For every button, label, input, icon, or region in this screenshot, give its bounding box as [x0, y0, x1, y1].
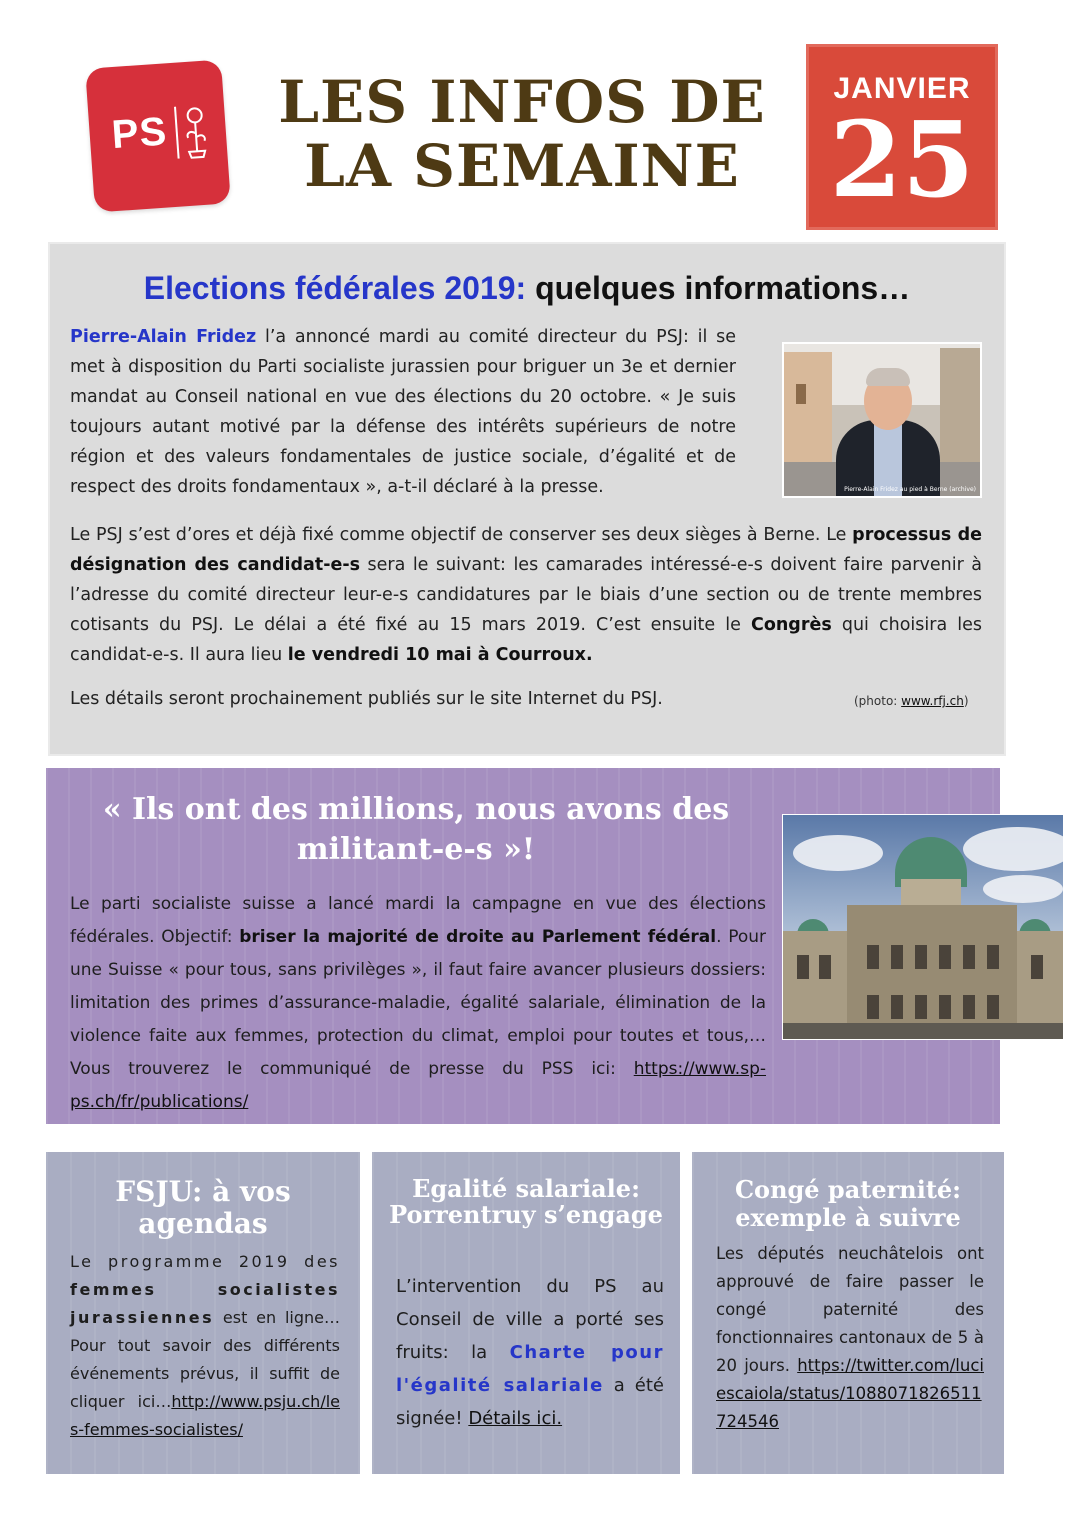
- newsletter-title: [252, 70, 792, 198]
- psju-link[interactable]: http://www.psju.ch/les-femmes-socialistes/: [70, 1392, 340, 1439]
- details-link[interactable]: Détails ici.: [468, 1408, 563, 1429]
- paragraph-2-part-a: Le PSJ s’est d’ores et déjà fixé comme objectif de conserver ses deux sièges à Berne. Le: [70, 525, 853, 545]
- elections-title: [48, 270, 1006, 307]
- fsju-title: FSJU: à vos agendas: [115, 1175, 291, 1240]
- photo-credit-link[interactable]: www.rfj.ch: [901, 694, 964, 708]
- campaign-text: [70, 888, 766, 1119]
- fsju-text-part-a: Le programme 2019 des: [70, 1252, 340, 1271]
- photo-caption: Pierre-Alain Fridez au pied à Berne (archive): [844, 486, 976, 493]
- logo-divider: [174, 107, 180, 159]
- paragraph-2-part-e: qui choisira les candidat-e-s. Il aura lieu: [70, 615, 982, 665]
- paragraph-2-part-c: sera le suivant: les camarades intéressé-e-s doivent faire parvenir à l’adresse du comité directeur leur-e-s candidatures par le biais d’une section ou de trente membres cotisants du PSJ. Le délai a été fixé au 15 mars 2019. C’est ensuite le: [70, 555, 982, 635]
- elections-title-blue: Elections fédérales 2019:: [143, 270, 527, 306]
- campaign-text-part-a: Le parti socialiste suisse a lancé mardi la campagne en vue des élections fédérales. Objectif:: [70, 894, 766, 947]
- fsju-text-part-c: est en ligne…Pour tout savoir des différents événements prévus, il suffit de cliquer ici…: [70, 1308, 340, 1411]
- ps-logo: [85, 59, 231, 212]
- photo-credit: [854, 694, 969, 708]
- conge-section: [692, 1152, 1004, 1474]
- date-day: 25: [829, 98, 975, 221]
- candidate-photo: [782, 342, 982, 498]
- pss-press-link[interactable]: https://www.sp-ps.ch/fr/publications/: [70, 1059, 766, 1112]
- egalite-title: Egalité salariale: Porrentruy s’engage: [389, 1174, 663, 1229]
- date-badge: [806, 44, 998, 230]
- conge-title: Congé paternité: exemple à suivre: [734, 1175, 962, 1232]
- egalite-text-part-c: a été signée!: [396, 1375, 664, 1429]
- logo-text: PS: [110, 109, 169, 158]
- charte-bold: Charte pour l'égalité salariale: [396, 1342, 664, 1396]
- title-line-1: LES INFOS DE: [278, 68, 766, 136]
- egalite-text-part-a: L’intervention du PS au Conseil de ville a porté ses fruits: la: [396, 1276, 664, 1363]
- title-line-2: LA SEMAINE: [304, 132, 740, 200]
- elections-paragraph-2: [70, 520, 982, 670]
- egalite-section: [372, 1152, 680, 1474]
- candidate-name: Pierre-Alain Fridez: [70, 327, 257, 347]
- campaign-text-bold: briser la majorité de droite au Parlement fédéral: [239, 927, 717, 947]
- elections-paragraph-3: Les détails seront prochainement publiés sur le site Internet du PSJ.: [70, 689, 663, 709]
- conge-text-part-a: Les députés neuchâtelois ont approuvé de faire passer le congé paternité des fonctionnaires cantonaux de 5 à 20 jours.: [716, 1244, 984, 1375]
- elections-title-black: quelques informations…: [526, 270, 911, 306]
- campaign-title: « Ils ont des millions, nous avons des militant-e-s »!: [102, 792, 730, 867]
- paragraph-2-bold-date: le vendredi 10 mai à Courroux.: [287, 645, 593, 665]
- campaign-text-part-c: . Pour une Suisse « pour tous, sans privilèges », il faut faire avancer plusieurs dossiers: limitation des primes d’assurance-maladie, égalité salariale, élimination de la violence faite aux femmes, protection du climat, emploi pour toutes et tous,… Vous trouverez le communiqué de presse du PSS ici:: [70, 927, 767, 1079]
- paragraph-2-bold-process: processus de désignation des candidat-e-s: [70, 525, 982, 575]
- egalite-text: [396, 1270, 664, 1435]
- date-month: JANVIER: [833, 72, 971, 105]
- conge-text: [716, 1240, 984, 1436]
- parliament-photo: [782, 814, 1064, 1040]
- paragraph-2-bold-congres: Congrès: [750, 615, 832, 635]
- fsju-text-bold: femmes socialistes jurassiennes: [70, 1280, 340, 1327]
- elections-section: [48, 242, 1006, 756]
- fsju-text: [70, 1248, 340, 1444]
- paragraph-1-text: l’a annoncé mardi au comité directeur du PSJ: il se met à disposition du Parti socialiste jurassien pour briguer un 3e et dernier mandat au Conseil national en vue des élections du 20 octobre. « Je suis toujours autant motivé par la défense des intérêts supérieurs de notre région et des valeurs fondamentales de justice sociale, d’égalité et de respect des droits fondamentaux », a-t-il déclaré à la presse.: [70, 327, 736, 497]
- rose-icon: [180, 102, 212, 160]
- fsju-section: [46, 1152, 360, 1474]
- photo-credit-prefix: (photo:: [854, 694, 902, 708]
- photo-credit-suffix: ): [963, 694, 969, 708]
- elections-paragraph-1: [70, 322, 736, 502]
- twitter-link[interactable]: https://twitter.com/luciescaiola/status/1088071826511724546: [716, 1356, 984, 1431]
